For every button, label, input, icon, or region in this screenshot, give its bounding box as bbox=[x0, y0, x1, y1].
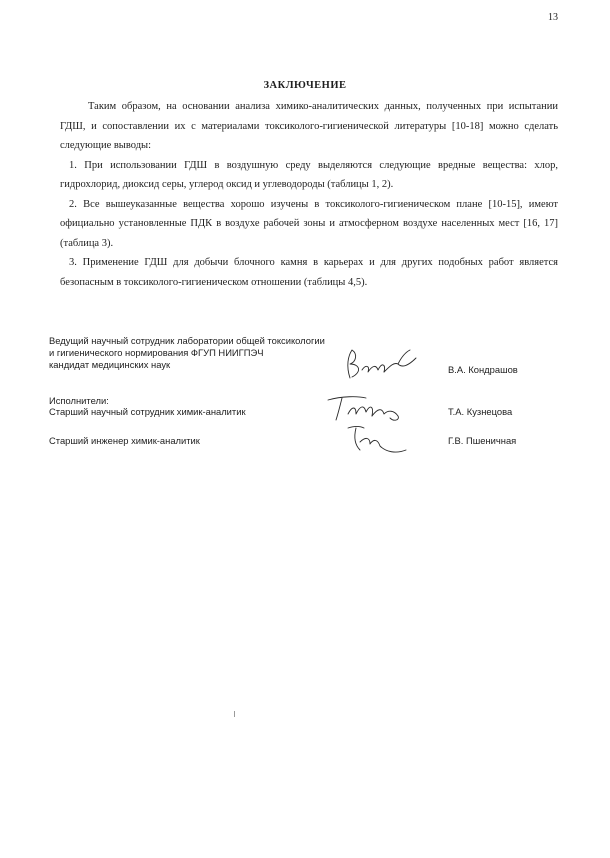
conclusion-item-1: 1. При использовании ГДШ в воздушную среду выделяются следующие вредные вещества: хлор, гидрохлорид, диоксид серы, углерод оксид и углеводороды (таблицы 1, 2). bbox=[60, 159, 558, 190]
senior-researcher-position: Старший научный сотрудник химик-аналитик bbox=[49, 406, 246, 417]
senior-researcher-name: Т.А. Кузнецова bbox=[448, 406, 513, 417]
senior-engineer-position: Старший инженер химик-аналитик bbox=[49, 435, 200, 446]
intro-paragraph: Таким образом, на основании анализа химико-аналитических данных, полученных при испытании ГДШ, и сопоставлении их с материалами токсиколого-гигиенической литературы [10-18] можно сделать следующие выводы: bbox=[60, 101, 558, 151]
senior-engineer-name: Г.В. Пшеничная bbox=[448, 435, 517, 446]
senior-engineer-signature-icon bbox=[340, 420, 410, 460]
lead-signature-icon bbox=[336, 344, 426, 384]
conclusion-body bbox=[60, 97, 558, 292]
document-title: ЗАКЛЮЧЕНИЕ bbox=[263, 80, 347, 91]
page-number: 13 bbox=[548, 12, 558, 23]
lead-degree: кандидат медицинских наук bbox=[49, 359, 171, 370]
lead-name: В.А. Кондрашов bbox=[448, 364, 518, 375]
lead-position-line1: Ведущий научный сотрудник лаборатории общей токсикологии bbox=[49, 335, 325, 346]
conclusion-item-2: 2. Все вышеуказанные вещества хорошо изучены в токсиколого-гигиеническом плане [10-15], имеют официально установленные ПДК в воздухе рабочей зоны и атмосферном воздухе населенных мест [16, 17] (таблица 3). bbox=[60, 198, 558, 249]
scan-speck bbox=[234, 711, 235, 717]
conclusion-item-3: 3. Применение ГДШ для добычи блочного камня в карьерах и для других подобных работ является безопасным в токсиколого-гигиеническом отношении (таблицы 4,5). bbox=[60, 257, 558, 288]
lead-position-line2: и гигиенического нормирования ФГУП НИИГПЭЧ bbox=[49, 347, 264, 358]
executors-label: Исполнители: bbox=[49, 395, 109, 406]
